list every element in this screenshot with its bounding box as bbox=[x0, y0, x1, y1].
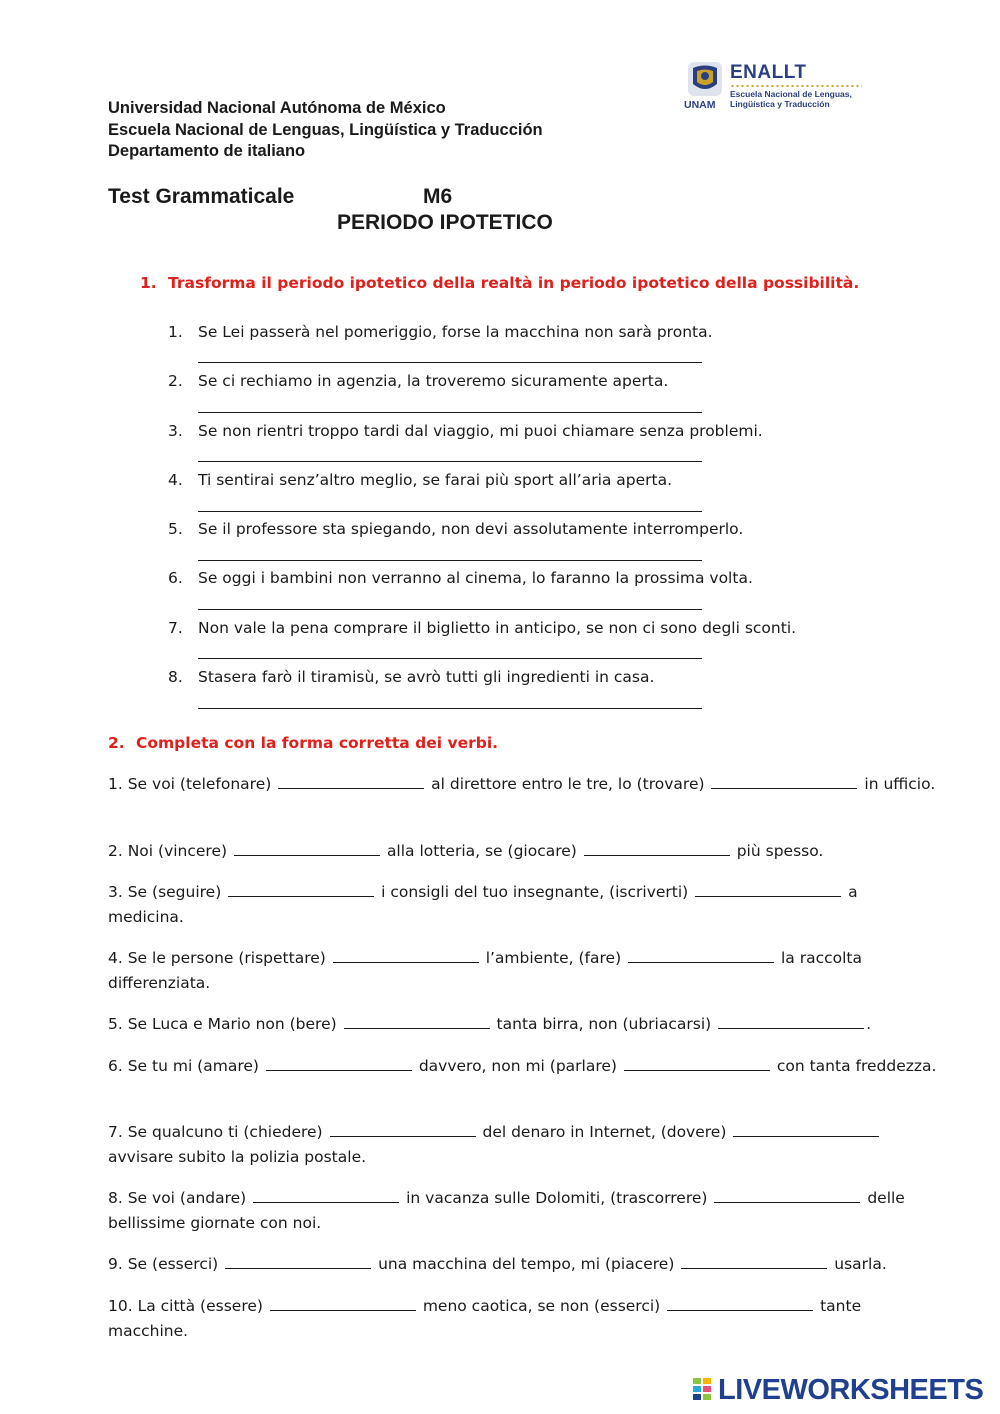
exercise1-item bbox=[168, 569, 753, 587]
fill-text-part: avvisare subito la polizia postale. bbox=[108, 1148, 367, 1166]
item-sentence: Ti sentirai senz’altro meglio, se farai più sport all’aria aperta. bbox=[198, 471, 673, 489]
fill-text-part: la raccolta differenziata. bbox=[108, 949, 863, 992]
topic-title: PERIODO IPOTETICO bbox=[337, 211, 553, 234]
fill-text-part: alla lotteria, se (giocare) bbox=[386, 842, 577, 860]
exercise1-item bbox=[168, 372, 668, 390]
answer-blank[interactable] bbox=[333, 948, 479, 963]
fill-text-part: 1. Se voi (telefonare) bbox=[108, 775, 272, 793]
item-number: 4. bbox=[168, 471, 183, 489]
exercise1-instruction: Trasforma il periodo ipotetico della realtà in periodo ipotetico della possibilità. bbox=[168, 274, 860, 292]
answer-blank[interactable] bbox=[225, 1254, 371, 1269]
enallt-logo bbox=[684, 58, 884, 114]
answer-blank[interactable] bbox=[266, 1056, 412, 1071]
fill-text-part: una macchina del tempo, mi (piacere) bbox=[378, 1255, 675, 1273]
item-sentence: Stasera farò il tiramisù, se avrò tutti gli ingredienti in casa. bbox=[198, 668, 655, 686]
item-number: 3. bbox=[168, 422, 183, 440]
answer-blank[interactable] bbox=[330, 1122, 476, 1137]
answer-line[interactable] bbox=[198, 609, 702, 610]
fill-text-part: tanta birra, non (ubriacarsi) bbox=[496, 1015, 712, 1033]
exercise1-item bbox=[168, 520, 743, 538]
answer-blank[interactable] bbox=[278, 774, 424, 789]
fill-text-part: al direttore entro le tre, lo (trovare) bbox=[431, 775, 705, 793]
fill-item bbox=[108, 772, 938, 797]
fill-text-part: l’ambiente, (fare) bbox=[485, 949, 622, 967]
department-name: Departamento de italiano bbox=[108, 142, 306, 160]
item-number: 5. bbox=[168, 520, 183, 538]
fill-text-part: 5. Se Luca e Mario non (bere) bbox=[108, 1015, 337, 1033]
fill-item bbox=[108, 1120, 938, 1170]
answer-line[interactable] bbox=[198, 511, 702, 512]
fill-text-part: 7. Se qualcuno ti (chiedere) bbox=[108, 1123, 323, 1141]
exercise1-heading bbox=[140, 274, 859, 292]
fill-text-part: 10. La città (essere) bbox=[108, 1297, 263, 1315]
answer-blank[interactable] bbox=[584, 841, 730, 856]
fill-text-part: usarla. bbox=[834, 1255, 887, 1273]
fill-text-part: 8. Se voi (andare) bbox=[108, 1189, 247, 1207]
university-name: Universidad Nacional Autónoma de México bbox=[108, 99, 446, 117]
answer-blank[interactable] bbox=[253, 1188, 399, 1203]
answer-blank[interactable] bbox=[718, 1014, 864, 1029]
fill-text-part: delle bellissime giornate con noi. bbox=[108, 1189, 905, 1232]
answer-blank[interactable] bbox=[733, 1122, 879, 1137]
exercise1-number: 1. bbox=[140, 274, 157, 292]
liveworksheets-brand bbox=[692, 1374, 983, 1406]
fill-item bbox=[108, 946, 938, 996]
answer-line[interactable] bbox=[198, 658, 702, 659]
fill-text-part: più spesso. bbox=[736, 842, 824, 860]
logo-subtitle-line2: Lingüística y Traducción bbox=[730, 99, 830, 109]
answer-line[interactable] bbox=[198, 708, 702, 709]
institution-header bbox=[108, 98, 543, 163]
module-code: M6 bbox=[423, 185, 453, 208]
fill-item bbox=[108, 1252, 938, 1277]
answer-blank[interactable] bbox=[711, 774, 857, 789]
fill-text-part: in vacanza sulle Dolomiti, (trascorrere) bbox=[406, 1189, 708, 1207]
fill-text-part: del denaro in Internet, (dovere) bbox=[482, 1123, 727, 1141]
answer-blank[interactable] bbox=[228, 882, 374, 897]
item-number: 2. bbox=[168, 372, 183, 390]
item-number: 8. bbox=[168, 668, 183, 686]
logo-name: ENALLT bbox=[730, 62, 807, 83]
item-sentence: Se Lei passerà nel pomeriggio, forse la macchina non sarà pronta. bbox=[198, 323, 713, 341]
fill-item bbox=[108, 1054, 938, 1079]
answer-blank[interactable] bbox=[344, 1014, 490, 1029]
item-sentence: Se il professore sta spiegando, non devi assolutamente interromperlo. bbox=[198, 520, 744, 538]
fill-text-part: 3. Se (seguire) bbox=[108, 883, 222, 901]
fill-text-part: in ufficio. bbox=[864, 775, 936, 793]
fill-item bbox=[108, 1012, 938, 1037]
fill-text-part: 2. Noi (vincere) bbox=[108, 842, 228, 860]
item-number: 6. bbox=[168, 569, 183, 587]
exercise2-instruction: Completa con la forma corretta dei verbi. bbox=[136, 734, 499, 752]
item-sentence: Se oggi i bambini non verranno al cinema, lo faranno la prossima volta. bbox=[198, 569, 753, 587]
exercise1-item bbox=[168, 422, 763, 440]
logo-subtitle bbox=[730, 89, 852, 109]
fill-text-part: con tanta freddezza. bbox=[776, 1057, 937, 1075]
fill-text-part: davvero, non mi (parlare) bbox=[418, 1057, 617, 1075]
logo-subtitle-line1: Escuela Nacional de Lenguas, bbox=[730, 89, 852, 99]
fill-text-part: tante macchine. bbox=[108, 1297, 862, 1340]
answer-line[interactable] bbox=[198, 461, 702, 462]
school-name: Escuela Nacional de Lenguas, Lingüística y Traducción bbox=[108, 120, 543, 139]
fill-text-part: 6. Se tu mi (amare) bbox=[108, 1057, 259, 1075]
exercise1-item bbox=[168, 619, 796, 637]
answer-line[interactable] bbox=[198, 362, 702, 363]
answer-blank[interactable] bbox=[667, 1296, 813, 1311]
answer-line[interactable] bbox=[198, 412, 702, 413]
exercise2-number: 2. bbox=[108, 734, 125, 752]
item-sentence: Se non rientri troppo tardi dal viaggio, mi puoi chiamare senza problemi. bbox=[198, 422, 763, 440]
exercise1-item bbox=[168, 323, 713, 341]
logo-divider bbox=[730, 85, 862, 87]
fill-text-part: i consigli del tuo insegnante, (iscriverti) bbox=[381, 883, 689, 901]
exercise2-heading bbox=[108, 734, 498, 752]
answer-blank[interactable] bbox=[714, 1188, 860, 1203]
item-sentence: Non vale la pena comprare il biglietto in anticipo, se non ci sono degli sconti. bbox=[198, 619, 797, 637]
answer-blank[interactable] bbox=[628, 948, 774, 963]
exercise1-item bbox=[168, 668, 654, 686]
unam-shield-icon bbox=[684, 60, 726, 100]
item-number: 7. bbox=[168, 619, 183, 637]
fill-item bbox=[108, 839, 938, 864]
item-number: 1. bbox=[168, 323, 183, 341]
answer-blank[interactable] bbox=[681, 1254, 827, 1269]
test-title: Test Grammaticale bbox=[108, 185, 295, 208]
fill-item bbox=[108, 1294, 938, 1344]
fill-item bbox=[108, 1186, 938, 1236]
liveworksheets-logo-icon bbox=[692, 1376, 714, 1404]
brand-name: LIVEWORKSHEETS bbox=[718, 1373, 984, 1406]
fill-text-part: . bbox=[866, 1015, 872, 1033]
item-sentence: Se ci rechiamo in agenzia, la troveremo sicuramente aperta. bbox=[198, 372, 669, 390]
fill-text-part: 9. Se (esserci) bbox=[108, 1255, 219, 1273]
answer-blank[interactable] bbox=[270, 1296, 416, 1311]
fill-text-part: a medicina. bbox=[108, 883, 858, 926]
answer-blank[interactable] bbox=[624, 1056, 770, 1071]
fill-text-part: 4. Se le persone (rispettare) bbox=[108, 949, 326, 967]
logo-unam: UNAM bbox=[684, 99, 716, 111]
answer-blank[interactable] bbox=[695, 882, 841, 897]
answer-line[interactable] bbox=[198, 560, 702, 561]
answer-blank[interactable] bbox=[234, 841, 380, 856]
fill-item bbox=[108, 880, 938, 930]
exercise1-item bbox=[168, 471, 672, 489]
fill-text-part: meno caotica, se non (esserci) bbox=[422, 1297, 661, 1315]
